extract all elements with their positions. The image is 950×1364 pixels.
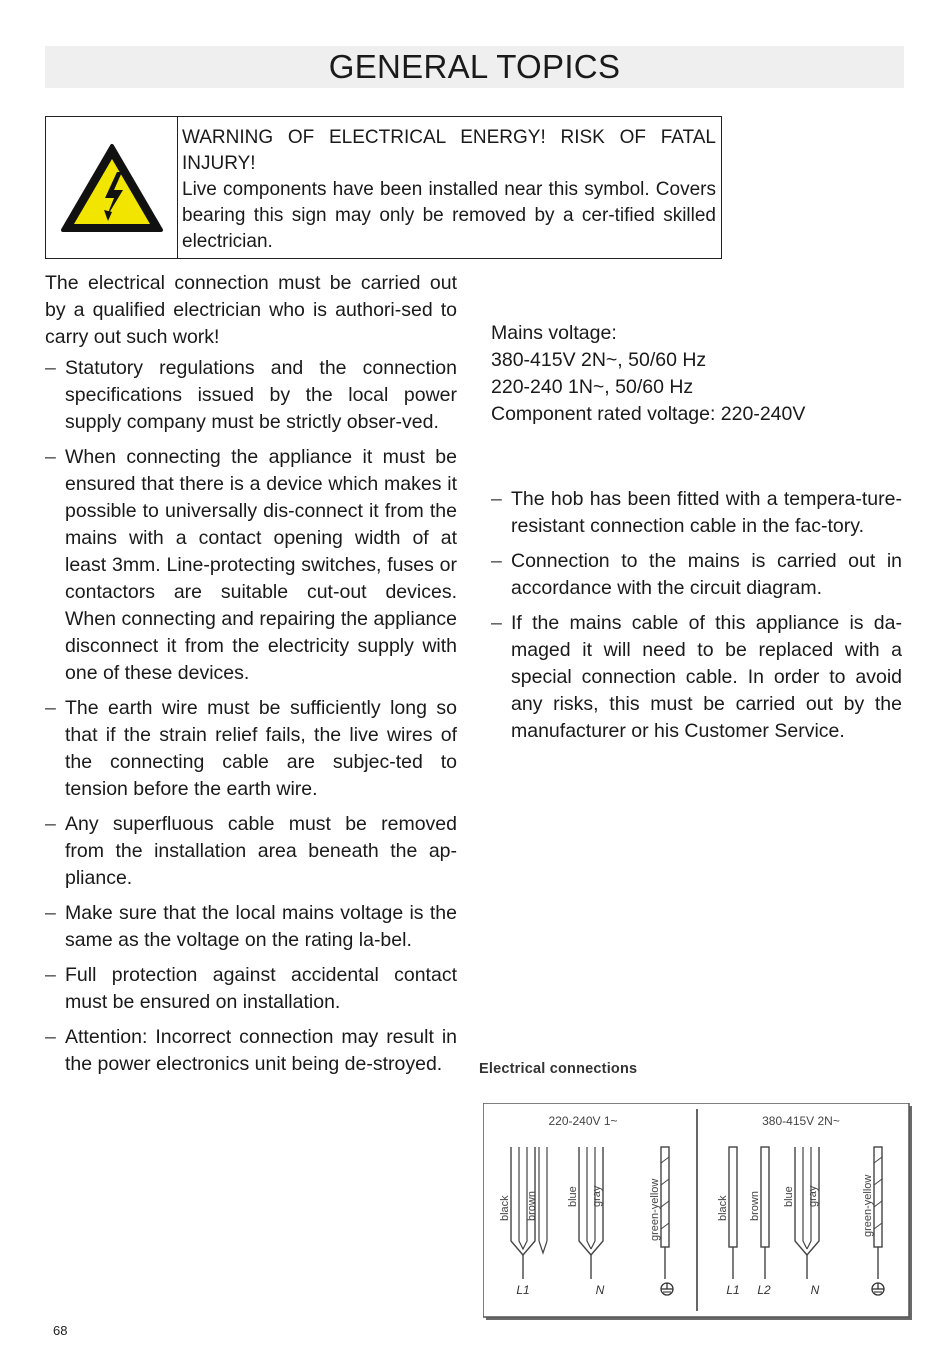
- mains-voltage-block: [491, 320, 911, 428]
- left-column: [45, 270, 457, 1086]
- left-wire-label-blue: blue: [567, 1186, 579, 1207]
- mains-line-2: 220-240 1N~, 50/60 Hz: [491, 376, 694, 398]
- warning-body: Live components have been installed near this symbol. Covers bearing this sign may only be removed by a cer-tified skilled electrician.: [182, 179, 716, 252]
- dash-icon: –: [45, 1026, 56, 1048]
- list-item-text: The earth wire must be sufficiently long so that if the strain relief fails, the live wires of the connecting cable are subjec-ted to tension before the earth wire.: [65, 697, 457, 800]
- left-terminal-n: N: [595, 1283, 605, 1297]
- right-wire-label-blue: blue: [783, 1186, 795, 1207]
- list-item-text: Any superfluous cable must be removed from the installation area beneath the ap-pliance.: [65, 813, 457, 889]
- list-item: [45, 355, 457, 436]
- right-wire-label-brown: brown: [749, 1191, 761, 1221]
- dash-icon: –: [491, 488, 502, 510]
- right-wire-label-gray: gray: [807, 1185, 819, 1207]
- intro-paragraph: The electrical connection must be carried out by a qualified electrician who is authori-sed to carry out such work!: [45, 272, 457, 348]
- dash-icon: –: [45, 446, 56, 468]
- dash-icon: –: [45, 697, 56, 719]
- dash-icon: –: [45, 964, 56, 986]
- diagram-caption: Electrical connections: [479, 1061, 638, 1077]
- warning-box: [45, 116, 722, 259]
- warning-heading: WARNING OF ELECTRICAL ENERGY! RISK OF FATAL INJURY!: [182, 127, 716, 174]
- list-item: [45, 811, 457, 892]
- left-terminal-l1: L1: [516, 1283, 530, 1297]
- warning-icon-cell: [46, 117, 178, 258]
- list-item-text: If the mains cable of this appliance is da-maged it will need to be replaced with a special connection cable. In order to avoid any risks, this must be carried out by the manufacturer or his Customer Service.: [511, 612, 902, 742]
- wiring-diagram-svg: [483, 1103, 913, 1321]
- right-wire-label-green-yellow: green-yellow: [862, 1174, 874, 1237]
- list-item-text: Make sure that the local mains voltage is the same as the voltage on the rating la-bel.: [65, 902, 457, 951]
- left-wire-label-green-yellow: green-yellow: [649, 1178, 661, 1241]
- right-wire-label-black: black: [717, 1195, 729, 1221]
- dash-icon: –: [491, 612, 502, 634]
- list-item: [45, 962, 457, 1016]
- list-item: [45, 444, 457, 687]
- list-item: [45, 1024, 457, 1078]
- list-item-text: Connection to the mains is carried out in accordance with the circuit diagram.: [511, 550, 902, 599]
- list-item-text: The hob has been fitted with a tempera-ture-resistant connection cable in the fac-tory.: [511, 488, 902, 537]
- page-number: 68: [53, 1323, 68, 1338]
- warning-text: [178, 117, 721, 258]
- right-terminal-l2: L2: [757, 1283, 771, 1297]
- list-item: [491, 486, 902, 540]
- list-item-text: When connecting the appliance it must be ensured that there is a device which makes it possible to universally dis-connect it from the mains with a contact opening width of at least 3mm. Line-protecting switches, fuses or contactors are suitable cut-out devices. When connecting and repairing the appliance disconnect it from the electricity supply with one of these devices.: [65, 446, 457, 684]
- left-panel-title: 220-240V 1~: [548, 1114, 618, 1128]
- high-voltage-warning-icon: [59, 142, 165, 234]
- dash-icon: –: [45, 357, 56, 379]
- list-item: [491, 610, 902, 745]
- dash-icon: –: [491, 550, 502, 572]
- mains-line-1: 380-415V 2N~, 50/60 Hz: [491, 349, 707, 371]
- right-column: [491, 486, 902, 753]
- list-item-text: Attention: Incorrect connection may result in the power electronics unit being de-stroyed.: [65, 1026, 457, 1075]
- mains-label: Mains voltage:: [491, 322, 617, 344]
- dash-icon: –: [45, 902, 56, 924]
- page-title: GENERAL TOPICS: [328, 48, 621, 85]
- mains-line-3: Component rated voltage: 220-240V: [491, 403, 806, 425]
- left-wire-label-brown: brown: [526, 1191, 538, 1221]
- left-bullet-list: [45, 355, 457, 1078]
- left-wire-label-black: black: [499, 1195, 511, 1221]
- list-item-text: Statutory regulations and the connection specifications issued by the local power supply company must be strictly obser-ved.: [65, 357, 457, 433]
- dash-icon: –: [45, 813, 56, 835]
- right-bullet-list: [491, 486, 902, 745]
- wiring-diagram: [483, 1103, 913, 1321]
- left-wire-label-gray: gray: [591, 1185, 603, 1207]
- right-terminal-l1: L1: [726, 1283, 740, 1297]
- list-item: [45, 900, 457, 954]
- right-terminal-n: N: [810, 1283, 820, 1297]
- list-item: [491, 548, 902, 602]
- list-item: [45, 695, 457, 803]
- list-item-text: Full protection against accidental contact must be ensured on installation.: [65, 964, 457, 1013]
- right-panel-title: 380-415V 2N~: [762, 1114, 840, 1128]
